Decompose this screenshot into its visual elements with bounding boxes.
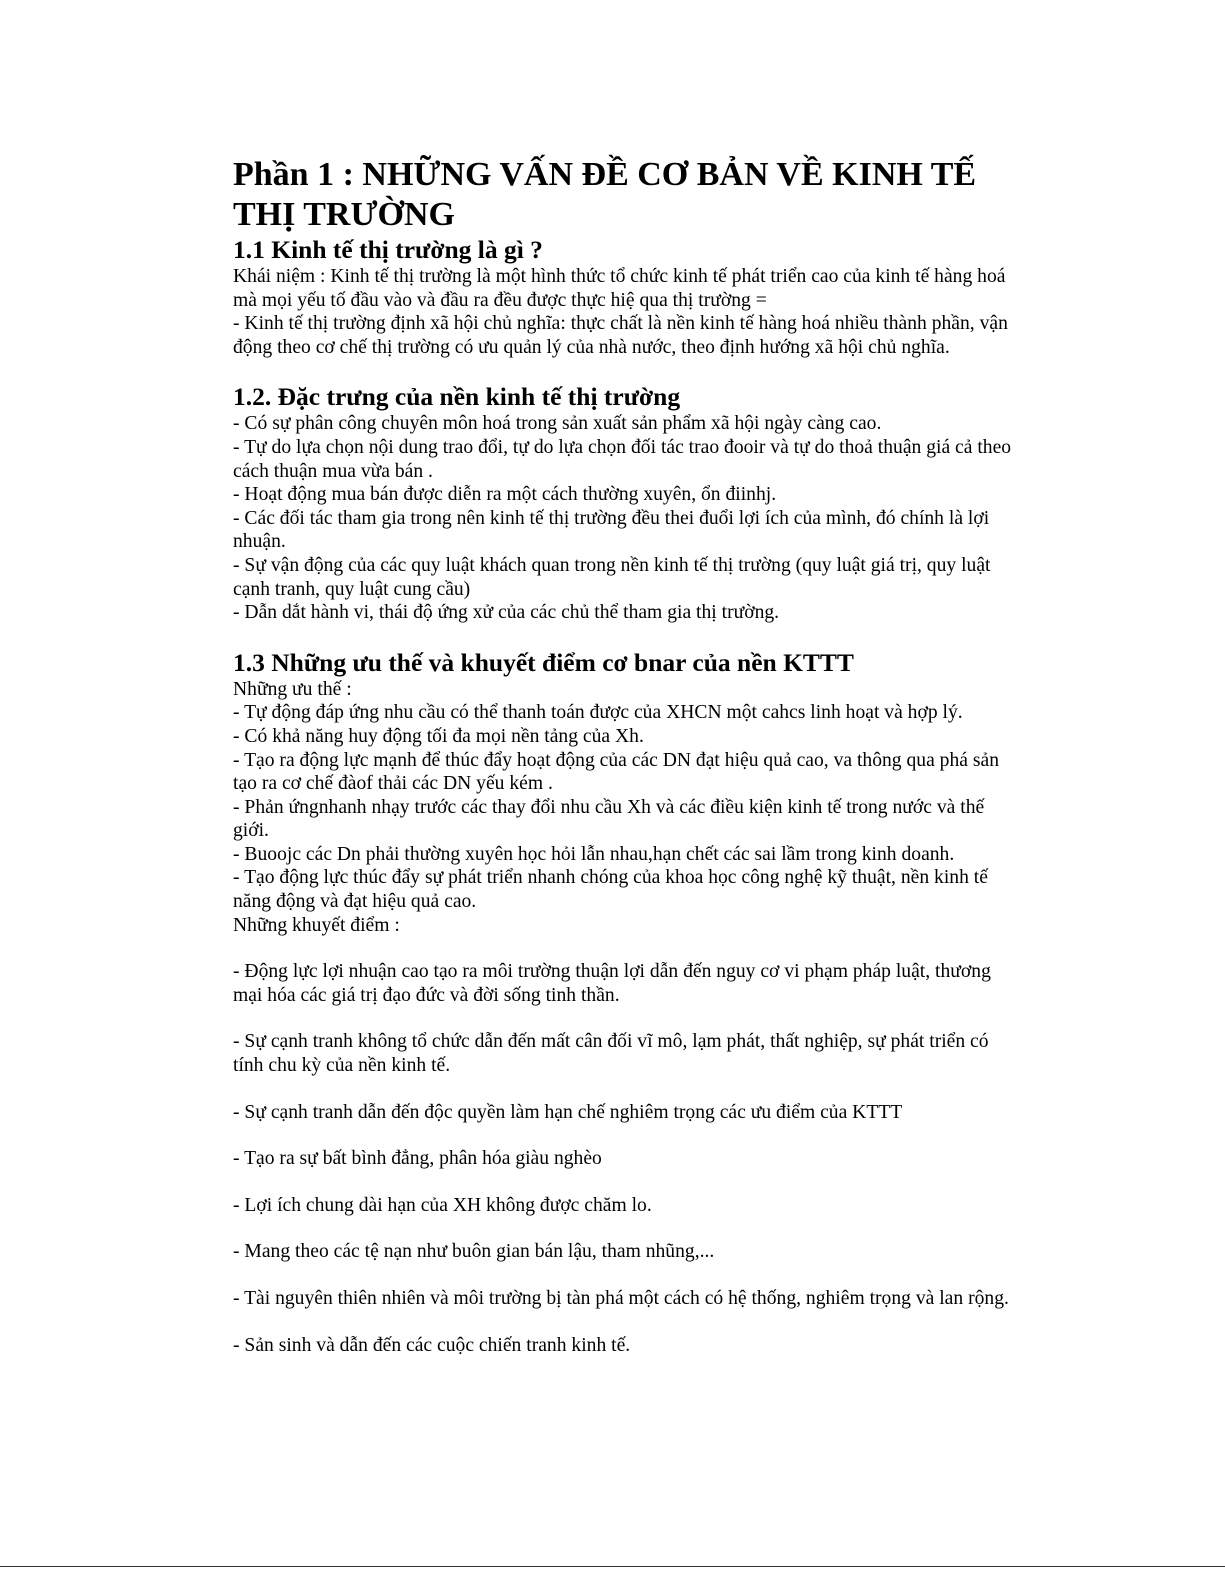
- disadvantages-label: Những khuyết điểm :: [233, 914, 400, 936]
- list-item: - Tạo động lực thúc đẩy sự phát triển nhanh chóng của khoa học công nghệ kỹ thuật, nền kinh tế năng động và đạt hiệu quả cao.: [233, 867, 988, 913]
- spacer: [233, 937, 1013, 960]
- list-item: - Động lực lợi nhuận cao tạo ra môi trường thuận lợi dẫn đến nguy cơ vi phạm pháp luật, thương mại hóa các giá trị đạo đức và đời sống tinh thần.: [233, 961, 991, 1006]
- spacer: [233, 1217, 1013, 1240]
- list-item: - Lợi ích chung dài hạn của XH không được chăm lo.: [233, 1194, 652, 1216]
- list-item: - Tạo ra sự bất bình đẳng, phân hóa giàu nghèo: [233, 1148, 602, 1170]
- spacer: [233, 1264, 1013, 1287]
- list-item: - Sự vận động của các quy luật khách quan trong nền kinh tế thị trường (quy luật giá trị, quy luật cạnh tranh, quy luật cung cầu): [233, 554, 991, 600]
- spacer: [233, 1078, 1013, 1101]
- page-bottom-rule: [0, 1566, 1225, 1567]
- list-item: - Các đối tác tham gia trong nên kinh tế thị trường đều thei đuổi lợi ích của mình, đó chính là lợi nhuận.: [233, 507, 990, 553]
- spacer: [233, 1171, 1013, 1194]
- section-heading-1-3: 1.3 Những ưu thế và khuyết điểm cơ bnar của nền KTTT: [233, 647, 854, 677]
- spacer: [233, 625, 1013, 648]
- paragraph: Khái niệm : Kinh tế thị trường là một hình thức tổ chức kinh tế phát triển cao của kinh tế hàng hoá mà mọi yếu tố đầu vào và đầu ra đều được thực hiệ qua thị trường =: [233, 266, 1006, 311]
- spacer: [233, 359, 1013, 382]
- list-item: - Sự cạnh tranh không tổ chức dẫn đến mất cân đối vĩ mô, lạm phát, thất nghiệp, sự phát triển có tính chu kỳ của nền kinh tế.: [233, 1031, 989, 1077]
- section-heading-1-1: 1.1 Kinh tế thị trường là gì ?: [233, 235, 543, 264]
- document-page: [233, 155, 1013, 1357]
- list-item: - Phản ứngnhanh nhạy trước các thay đổi nhu cầu Xh và các điều kiện kinh tế trong nước và thế giới.: [233, 796, 985, 842]
- paragraph: - Kinh tế thị trường định xã hội chủ nghĩa: thực chất là nền kinh tế hàng hoá nhiều thành phần, vận động theo cơ chế thị trường có ưu quản lý của nhà nước, theo định hướng xã hội chủ nghĩa.: [233, 313, 1008, 358]
- list-item: - Có sự phân công chuyên môn hoá trong sản xuất sản phẩm xã hội ngày càng cao.: [233, 413, 882, 435]
- section-heading-1-2: 1.2. Đặc trưng của nền kinh tế thị trường: [233, 382, 681, 412]
- list-item: - Có khả năng huy động tối đa mọi nền tảng của Xh.: [233, 725, 644, 747]
- list-item: - Sự cạnh tranh dẫn đến độc quyền làm hạn chế nghiêm trọng các ưu điểm của KTTT: [233, 1101, 903, 1123]
- list-item: - Dẫn dắt hành vi, thái độ ứng xử của các chủ thể tham gia thị trường.: [233, 602, 780, 624]
- list-item: - Tạo ra động lực mạnh để thúc đẩy hoạt động của các DN đạt hiệu quả cao, va thông qua phá sản tạo ra cơ chế đàof thải các DN yếu kém .: [233, 749, 999, 795]
- list-item: - Tự động đáp ứng nhu cầu có thể thanh toán được của XHCN một cahcs linh hoạt và hợp lý.: [233, 702, 963, 724]
- document-title: Phần 1 : NHỮNG VẤN ĐỀ CƠ BẢN VỀ KINH TẾ THỊ TRƯỜNG: [233, 156, 977, 233]
- spacer: [233, 1007, 1013, 1030]
- list-item: - Tự do lựa chọn nội dung trao đổi, tự do lựa chọn đối tác trao đooir và tự do thoả thuận giá cả theo cách thuận mua vừa bán .: [233, 436, 1012, 482]
- advantages-label: Những ưu thế :: [233, 678, 352, 700]
- list-item: - Mang theo các tệ nạn như buôn gian bán lậu, tham nhũng,...: [233, 1241, 715, 1263]
- list-item: - Hoạt động mua bán được diễn ra một cách thường xuyên, ổn điinhj.: [233, 484, 777, 506]
- spacer: [233, 1311, 1013, 1334]
- list-item: - Sản sinh và dẫn đến các cuộc chiến tranh kinh tế.: [233, 1334, 631, 1356]
- spacer: [233, 1124, 1013, 1147]
- list-item: - Tài nguyên thiên nhiên và môi trường bị tàn phá một cách có hệ thống, nghiêm trọng và lan rộng.: [233, 1288, 1009, 1309]
- list-item: - Buoojc các Dn phải thường xuyên học hỏi lẫn nhau,hạn chết các sai lầm trong kinh doanh.: [233, 843, 955, 865]
